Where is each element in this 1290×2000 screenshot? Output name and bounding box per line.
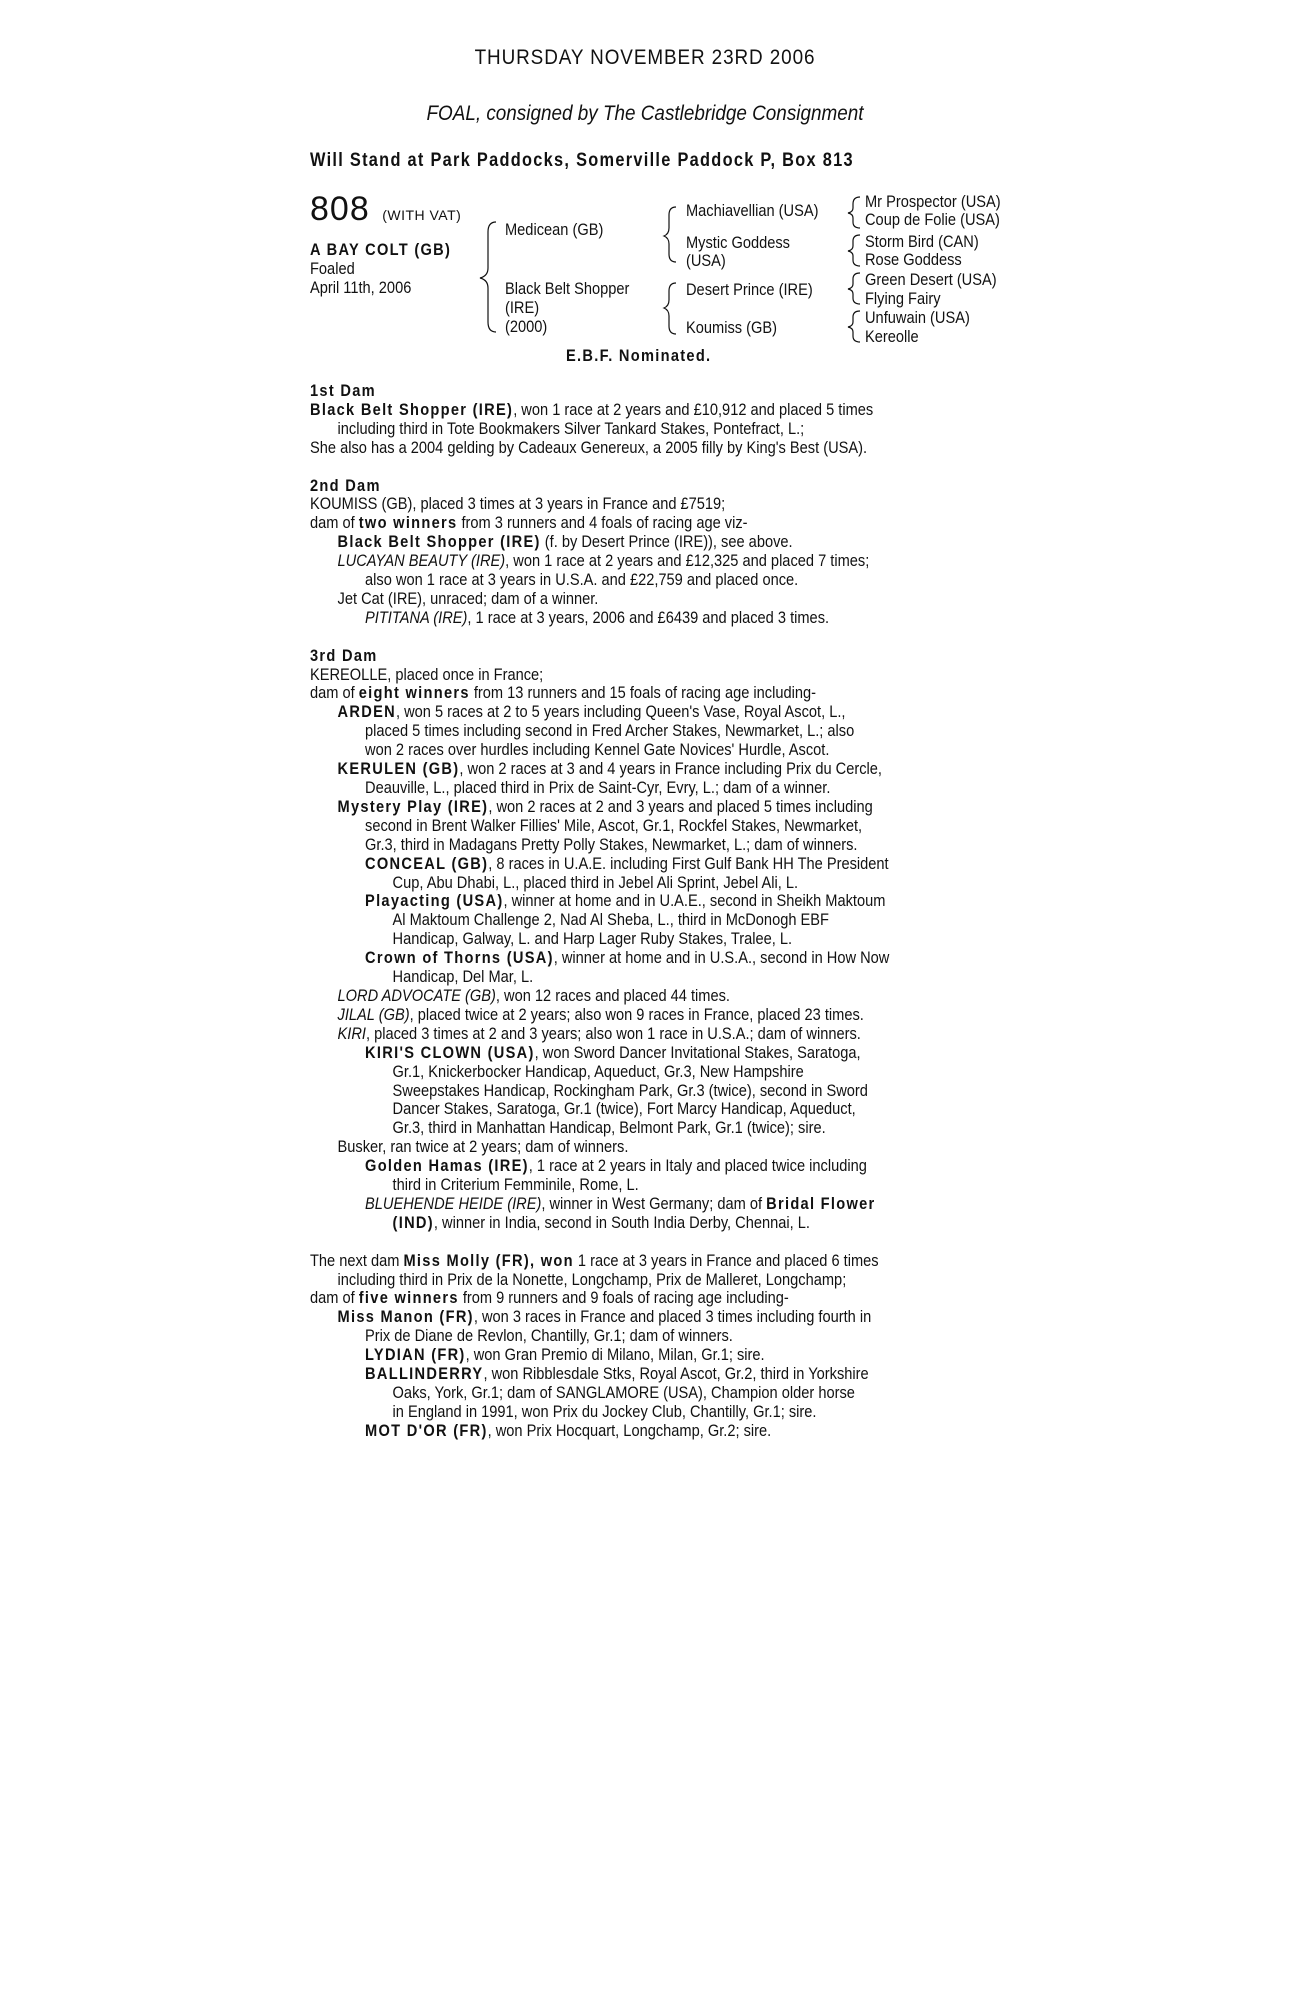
pedigree-dam-sire: Desert Prince (IRE) [686,280,813,299]
third-dam-heading: 3rd Dam [310,645,378,665]
brace-sire-parents [664,207,676,262]
ebf-nominated: E.B.F. Nominated. [566,346,712,365]
record-line: ARDEN, won 5 races at 2 to 5 years including Queen's Vase, Royal Ascot, L., [337,702,846,722]
record-line: Deauville, L., placed third in Prix de Saint-Cyr, Evry, L.; dam of a winner. [365,778,831,797]
record-line: Gr.3, third in Madagans Pretty Polly Stakes, Newmarket, L.; dam of winners. [365,834,858,854]
brace-generation-1 [480,222,496,332]
stand-location: Will Stand at Park Paddocks, Somerville Paddock P, Box 813 [310,150,854,171]
record-line: She also has a 2004 gelding by Cadeaux Genereux, a 2005 filly by King's Best (USA). [310,437,868,457]
record-line: JILAL (GB), placed twice at 2 years; also won 9 races in France, placed 23 times. [337,1004,864,1024]
record-line: Busker, ran twice at 2 years; dam of winners. [337,1137,629,1157]
record-line: The next dam Miss Molly (FR), won 1 race at 3 years in France and placed 6 times [310,1250,879,1270]
pedigree-sss: Mr Prospector (USA) [865,192,1001,211]
record-line: LYDIAN (FR), won Gran Premio di Milano, Milan, Gr.1; sire. [365,1345,765,1365]
record-line: Mystery Play (IRE), won 2 races at 2 and 3 years and placed 5 times including [337,796,873,816]
second-dam-heading: 2nd Dam [310,475,381,495]
record-line: Prix de Diane de Revlon, Chantilly, Gr.1; dam of winners. [365,1326,733,1346]
brace-dd-parents [848,311,860,342]
record-line: BALLINDERRY, won Ribblesdale Stks, Royal Ascot, Gr.2, third in Yorkshire [365,1364,869,1384]
foaled-label: Foaled [310,259,355,278]
record-line: including third in Prix de la Nonette, Longchamp, Prix de Malleret, Longchamp; [337,1269,847,1289]
consignor-line: FOAL, consigned by The Castlebridge Consignment [426,102,864,125]
record-line: also won 1 race at 3 years in U.S.A. and £22,759 and placed once. [365,570,799,590]
record-line: dam of five winners from 9 runners and 9 foals of racing age including- [310,1288,789,1308]
pedigree-sire-dam-line-1: Mystic Goddess [686,233,791,252]
record-line: won 2 races over hurdles including Kennel Gate Novices' Hurdle, Ascot. [365,740,830,760]
record-line: placed 5 times including second in Fred Archer Stakes, Newmarket, L.; also [365,721,855,741]
record-line: (IND), winner in India, second in South India Derby, Chennai, L. [392,1212,810,1232]
record-line: in England in 1991, won Prix du Jockey Club, Chantilly, Gr.1; sire. [392,1401,817,1421]
brace-dam-parents [664,283,676,334]
pedigree-ddd: Kereolle [865,327,919,346]
record-line: Jet Cat (IRE), unraced; dam of a winner. [337,588,599,608]
pedigree-ssd: Coup de Folie (USA) [865,210,1000,229]
pedigree-dam-line-2: (IRE) [505,298,540,317]
pedigree-dss: Green Desert (USA) [865,270,997,289]
record-line: third in Criterium Femminile, Rome, L. [392,1175,639,1195]
record-line: Sweepstakes Handicap, Rockingham Park, Gr.3 (twice), second in Sword [392,1080,868,1100]
pedigree-sire: Medicean (GB) [505,220,604,239]
pedigree-dsd: Flying Fairy [865,289,941,308]
record-line: Handicap, Del Mar, L. [392,967,534,987]
record-line: CONCEAL (GB), 8 races in U.A.E. including First Gulf Bank HH The President [365,853,889,873]
record-line: Dancer Stakes, Saratoga, Gr.1 (twice), Fort Marcy Handicap, Aqueduct, [392,1099,856,1119]
pedigree-sire-dam-line-2: (USA) [686,251,726,270]
pedigree-sire-sire: Machiavellian (USA) [686,201,819,220]
record-line: Golden Hamas (IRE), 1 race at 2 years in Italy and placed twice including [365,1156,867,1176]
record-line: Handicap, Galway, L. and Harp Lager Ruby Stakes, Tralee, L. [392,929,793,949]
record-line: KEREOLLE, placed once in France; [310,664,544,684]
record-line: Oaks, York, Gr.1; dam of SANGLAMORE (USA), Champion older horse [392,1382,855,1402]
record-line: including third in Tote Bookmakers Silver Tankard Stakes, Pontefract, L.; [337,418,805,438]
record-line: Black Belt Shopper (IRE), won 1 race at 2 years and £10,912 and placed 5 times [310,399,874,419]
brace-sd-parents [848,235,860,266]
record-line: dam of two winners from 3 runners and 4 foals of racing age viz- [310,513,748,533]
horse-name: A BAY COLT (GB) [310,240,452,259]
brace-ss-parents [848,197,860,228]
pedigree-dam-dam: Koumiss (GB) [686,318,777,337]
brace-ds-parents [848,273,860,304]
record-line: MOT D'OR (FR), won Prix Hocquart, Longchamp, Gr.2; sire. [365,1420,772,1440]
record-line: LORD ADVOCATE (GB), won 12 races and placed 44 times. [337,985,730,1005]
pedigree-dds: Unfuwain (USA) [865,308,970,327]
record-line: Crown of Thorns (USA), winner at home and in U.S.A., second in How Now [365,948,890,968]
pedigree-braces [0,0,1290,360]
record-line: Cup, Abu Dhabi, L., placed third in Jebel Ali Sprint, Jebel Ali, L. [392,872,799,892]
pedigree-dam-line-3: (2000) [505,317,548,336]
record-line: Miss Manon (FR), won 3 races in France and placed 3 times including fourth in [337,1307,872,1327]
record-line: KIRI, placed 3 times at 2 and 3 years; also won 1 race in U.S.A.; dam of winners. [337,1023,861,1043]
record-line: LUCAYAN BEAUTY (IRE), won 1 race at 2 years and £12,325 and placed 7 times; [337,551,870,571]
produce-record [310,382,1050,1441]
record-line: KERULEN (GB), won 2 races at 3 and 4 years in France including Prix du Cercle, [337,759,882,779]
first-dam-heading: 1st Dam [310,381,376,400]
record-line: KIRI'S CLOWN (USA), won Sword Dancer Invitational Stakes, Saratoga, [365,1042,861,1062]
pedigree-sdd: Rose Goddess [865,250,962,269]
record-line: second in Brent Walker Fillies' Mile, Ascot, Gr.1, Rockfel Stakes, Newmarket, [365,815,863,835]
pedigree-dam-line-1: Black Belt Shopper [505,279,630,298]
record-line: KOUMISS (GB), placed 3 times at 3 years in France and £7519; [310,494,726,514]
record-line: PITITANA (IRE), 1 race at 3 years, 2006 and £6439 and placed 3 times. [365,607,830,627]
record-line: Playacting (USA), winner at home and in U.A.E., second in Sheikh Maktoum [365,891,886,911]
record-line: Gr.1, Knickerbocker Handicap, Aqueduct, Gr.3, New Hampshire [392,1061,804,1081]
foaled-date: April 11th, 2006 [310,278,412,297]
record-line: Al Maktoum Challenge 2, Nad Al Sheba, L., third in McDonogh EBF [392,910,829,930]
lot-number: 808 [310,190,370,228]
sale-date-heading: THURSDAY NOVEMBER 23RD 2006 [474,46,816,69]
vat-note: (WITH VAT) [382,207,462,223]
pedigree-sds: Storm Bird (CAN) [865,232,979,251]
record-line: Black Belt Shopper (IRE) (f. by Desert Prince (IRE)), see above. [337,532,793,552]
record-line: BLUEHENDE HEIDE (IRE), winner in West Germany; dam of Bridal Flower [365,1193,876,1213]
record-line: Gr.3, third in Manhattan Handicap, Belmont Park, Gr.1 (twice); sire. [392,1118,826,1138]
record-line: dam of eight winners from 13 runners and 15 foals of racing age including- [310,683,816,703]
